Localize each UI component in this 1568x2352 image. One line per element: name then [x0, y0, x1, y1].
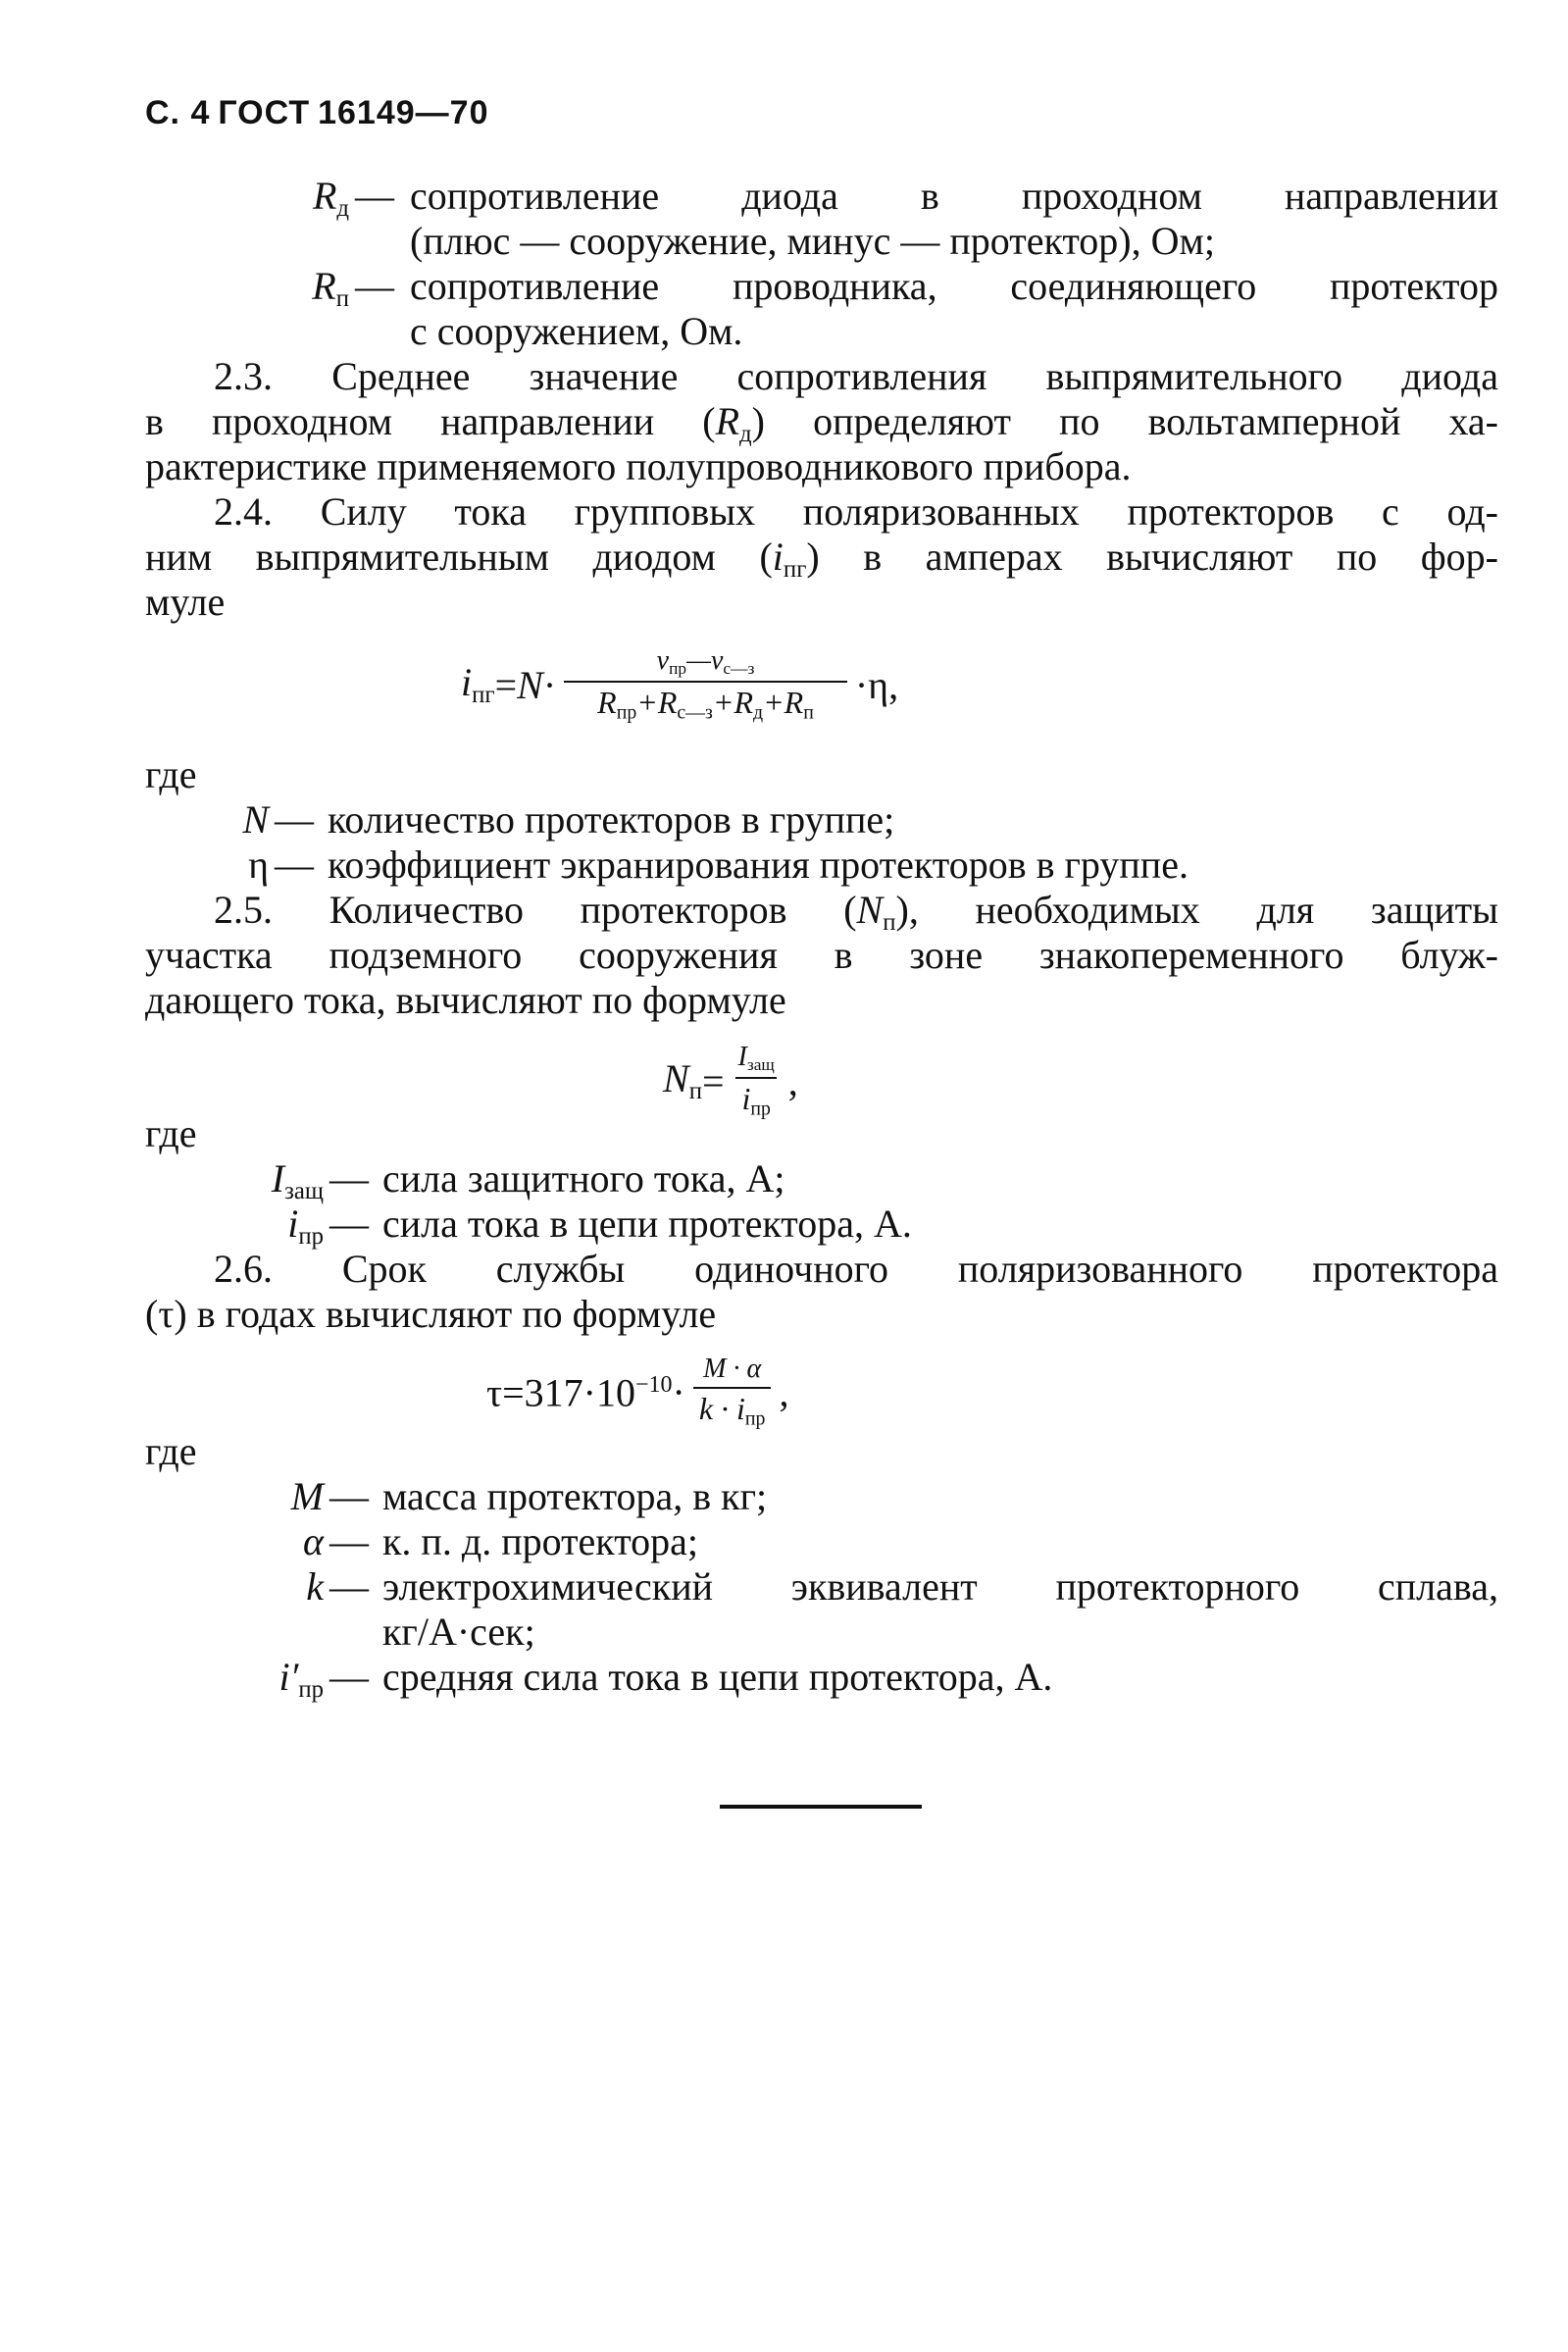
def-ipr-symbol: $i_{пр}$: [287, 1202, 324, 1250]
def-alpha-text: к. п. д. протектора;: [382, 1519, 699, 1563]
formula3-fraction: [693, 1355, 772, 1429]
def-k-symbol: k: [306, 1564, 324, 1609]
formula2-fraction: [733, 1044, 781, 1120]
formula1-lhs: $i_{пг}$: [461, 659, 495, 708]
end-rule: [720, 1805, 922, 1809]
def-iavg-dash: —: [329, 1655, 369, 1699]
def-k-text: электрохимический эквивалент протекторного сплава,: [382, 1564, 1498, 1609]
def-izash-symbol: $I_{защ}$: [271, 1156, 324, 1204]
def-izash-dash: —: [329, 1156, 369, 1201]
def-rp-dash: —: [355, 264, 394, 308]
standard-title: ГОСТ: [218, 94, 311, 131]
para-2-3-line3: рактеристике применяемого полупроводникового прибора.: [145, 444, 1132, 488]
formula1-n: N: [517, 662, 543, 707]
formula2-numerator: $I_{защ}$: [737, 1042, 775, 1074]
formula1-numerator: $v_{пр}—v_{с—з}$: [656, 645, 755, 678]
formula1-fraction: [564, 647, 847, 724]
def-n-text: количество протекторов в группе;: [328, 797, 895, 842]
def-rd-line1: сопротивление диода в проходном направлении: [410, 174, 1498, 218]
formula2-tail: ,: [787, 1058, 798, 1103]
formula2-denominator: $i_{пр}$: [735, 1077, 776, 1119]
def-m-text: масса протектора, в кг;: [382, 1474, 768, 1518]
where-label-2: где: [145, 1111, 197, 1155]
def-rp-symbol: $R_п$: [312, 264, 349, 312]
def-rd-line2: (плюс — сооружение, минус — протектор), Ом;: [410, 219, 1215, 263]
page-number: С. 4: [145, 94, 211, 131]
formula3-numerator: M · α: [703, 1354, 762, 1384]
formula1-dot: ·: [542, 662, 557, 707]
def-n-symbol: N: [242, 797, 269, 842]
standard-number: 16149—70: [318, 94, 489, 131]
def-m-dash: —: [329, 1474, 369, 1518]
def-alpha-dash: —: [329, 1519, 369, 1563]
def-eta-text: коэффициент экранирования протекторов в группе.: [328, 843, 1189, 887]
def-eta-dash: —: [275, 843, 314, 887]
para-2-3-line2: в проходном направлении $(R_д)$ определяют по вольтамперной ха-: [145, 399, 1499, 447]
def-n-dash: —: [275, 797, 314, 842]
def-rd-symbol: $R_д$: [312, 174, 349, 222]
para-2-4-line2: ним выпрямительным диодом $(i_{пг})$ в амперах вычисляют по фор-: [145, 535, 1498, 583]
def-rp-line2: с сооружением, Ом.: [410, 309, 743, 353]
formula1-tail: ·η,: [854, 662, 899, 707]
def-rd-dash: —: [355, 174, 394, 218]
formula3-lhs: $\tau=317\cdot 10^{-10}$: [486, 1369, 673, 1414]
formula3-dot: ·: [672, 1369, 685, 1414]
para-2-5-line2: участка подземного сооружения в зоне знакопеременного блуж-: [145, 933, 1498, 977]
def-ipr-dash: —: [329, 1202, 369, 1246]
where-label-1: где: [145, 752, 197, 796]
para-2-6-line1: 2.6. Срок службы одиночного поляризованного протектора: [214, 1247, 1498, 1291]
def-k-text2: кг/А·сек;: [382, 1610, 535, 1654]
def-alpha-symbol: α: [303, 1519, 324, 1563]
para-2-4-line1: 2.4. Силу тока групповых поляризованных протекторов с од-: [214, 489, 1498, 534]
formula3-denominator: $k \cdot i_{пр}$: [693, 1387, 772, 1429]
para-2-6-line2: (τ) в годах вычисляют по формуле: [145, 1292, 717, 1336]
para-2-4-line3: муле: [145, 580, 226, 624]
where-label-3: где: [145, 1429, 197, 1473]
formula3-tail: ,: [779, 1369, 789, 1414]
def-iavg-symbol: $i'_{пр}$: [278, 1655, 324, 1703]
def-rp-line1: сопротивление проводника, соединяющего протектор: [410, 264, 1498, 308]
def-m-symbol: M: [290, 1474, 324, 1518]
def-k-dash: —: [329, 1564, 369, 1609]
page-header: [145, 96, 488, 129]
para-2-5-line3: дающего тока, вычисляют по формуле: [145, 978, 786, 1022]
def-izash-text: сила защитного тока, А;: [382, 1156, 785, 1201]
def-eta-symbol: η: [248, 843, 269, 887]
formula2-lhs: $N_п$: [663, 1055, 702, 1104]
para-2-5-line1: 2.5. Количество протекторов $(N_п)$, необходимых для защиты: [214, 888, 1499, 936]
formula2-eq: =: [701, 1058, 725, 1103]
def-ipr-text: сила тока в цепи протектора, А.: [382, 1202, 912, 1246]
formula-current-group: [461, 647, 898, 724]
formula1-eq: =: [494, 662, 518, 707]
para-2-3-line1: 2.3. Среднее значение сопротивления выпрямительного диода: [214, 354, 1498, 398]
formula-protector-count: [663, 1044, 798, 1120]
formula-service-life: [486, 1355, 788, 1429]
def-iavg-text: средняя сила тока в цепи протектора, А.: [382, 1655, 1053, 1699]
formula1-denominator: $R_{пр}+R_{с—з}+R_д+R_п$: [564, 681, 847, 723]
